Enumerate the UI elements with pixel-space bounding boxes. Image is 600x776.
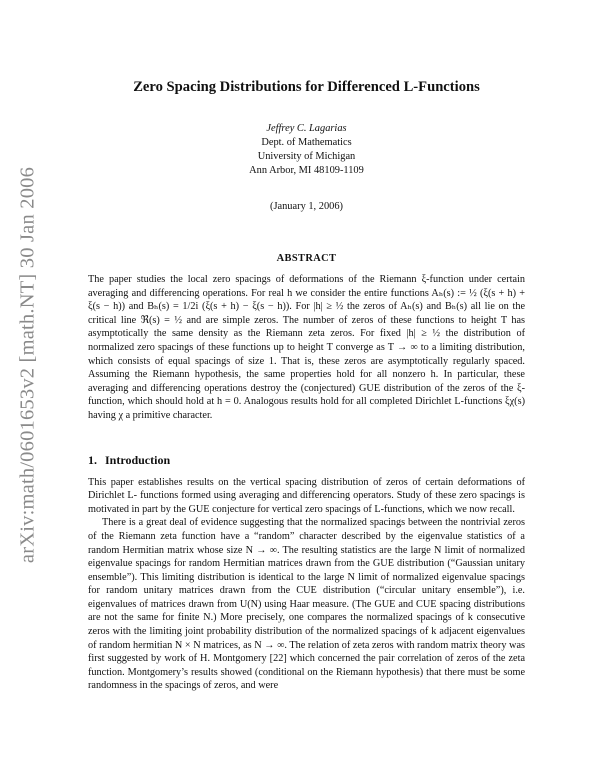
arxiv-identifier-text: arXiv:math/0601653v2 [math.NT] 30 Jan 2006	[16, 166, 39, 564]
affiliation-address: Ann Arbor, MI 48109-1109	[249, 165, 364, 176]
abstract-text: The paper studies the local zero spacings of deformations of the Riemann ξ-function under certain averaging and differencing operations. For real h we consider the entire functions Aₕ(s) := ½ (ξ(s + h) + ξ(s − h)) and Bₕ(s) = 1/2i (ξ(s + h) − ξ(s − h)). For |h| ≥ ½ the zeros of Aₕ(s) and Bₕ(s) all lie on the critical line ℜ(s) = ½ and are simple zeros. The number of zeros of these functions to height T has asymptotically the same density as the Riemann zeta zeros. For fixed |h| ≥ ½ the distribution of normalized zero spacings of these functions up to height T converge as T → ∞ to a limiting distribution, which consists of equal spacings of size 1. That is, these zeros are asymptotically regularly spaced. Assuming the Riemann hypothesis, the same properties hold for all nonzero h. In particular, these averaging and differencing operations destroy the (conjectured) GUE distribution of the zeros of the ξ-function, which should hold at h = 0. Analogous results hold for all completed Dirichlet L-functions ξχ(s) having χ a primitive character.	[88, 274, 525, 421]
section-title: Introduction	[105, 452, 171, 467]
section-heading-introduction	[88, 453, 525, 467]
intro-paragraph-2: There is a great deal of evidence suggesting that the normalized spacings between the nontrivial zeros of the Riemann zeta function have a “random” character described by the eigenvalue statistics of a random Hermitian matrix whose size N → ∞. The resulting statistics are the large N limit of normalized eigenvalue spacings for random Hermitian matrices drawn from the GUE distribution (“Gaussian unitary ensemble”). This limiting distribution is identical to the large N limit of normalized eigenvalue spacings for random unitary matrices drawn from the CUE distribution (“circular unitary ensemble”), i.e. eigenvalues of matrices drawn from U(N) using Haar measure. (The GUE and CUE spacing distributions are not the same for finite N.) More precisely, one compares the normalized spacings of k consecutive zeros with the limiting joint probability distribution of the normalized spacings of k adjacent eigenvalues of random hermitian N × N matrices, as N → ∞. The relation of zeta zeros with random matrix theory was first suggested by work of H. Montgomery [22] which concerned the pair correlation of zeros of the zeta function. Montgomery’s results showed (conditional on the Riemann hypothesis) that there must be some randomness in the spacings of zeros, and were	[88, 517, 525, 692]
intro-paragraph-1: This paper establishes results on the vertical spacing distribution of zeros of certain deformations of Dirichlet L- functions formed using averaging and differencing operators. Study of these zero spacings is motivated in part by the GUE conjecture for vertical zero spacings of L-functions, which we now recall.	[88, 476, 525, 515]
affiliation-department: Dept. of Mathematics	[261, 137, 352, 148]
paper-page	[88, 0, 525, 693]
arxiv-identifier-stamp	[10, 150, 46, 580]
paper-title: Zero Spacing Distributions for Differenced L-Functions	[133, 79, 480, 95]
author-name: Jeffrey C. Lagarias	[266, 123, 347, 134]
affiliation-university: University of Michigan	[257, 151, 356, 162]
section-number: 1.	[88, 452, 97, 467]
abstract-heading: ABSTRACT	[276, 253, 337, 264]
paper-date: (January 1, 2006)	[269, 201, 343, 212]
